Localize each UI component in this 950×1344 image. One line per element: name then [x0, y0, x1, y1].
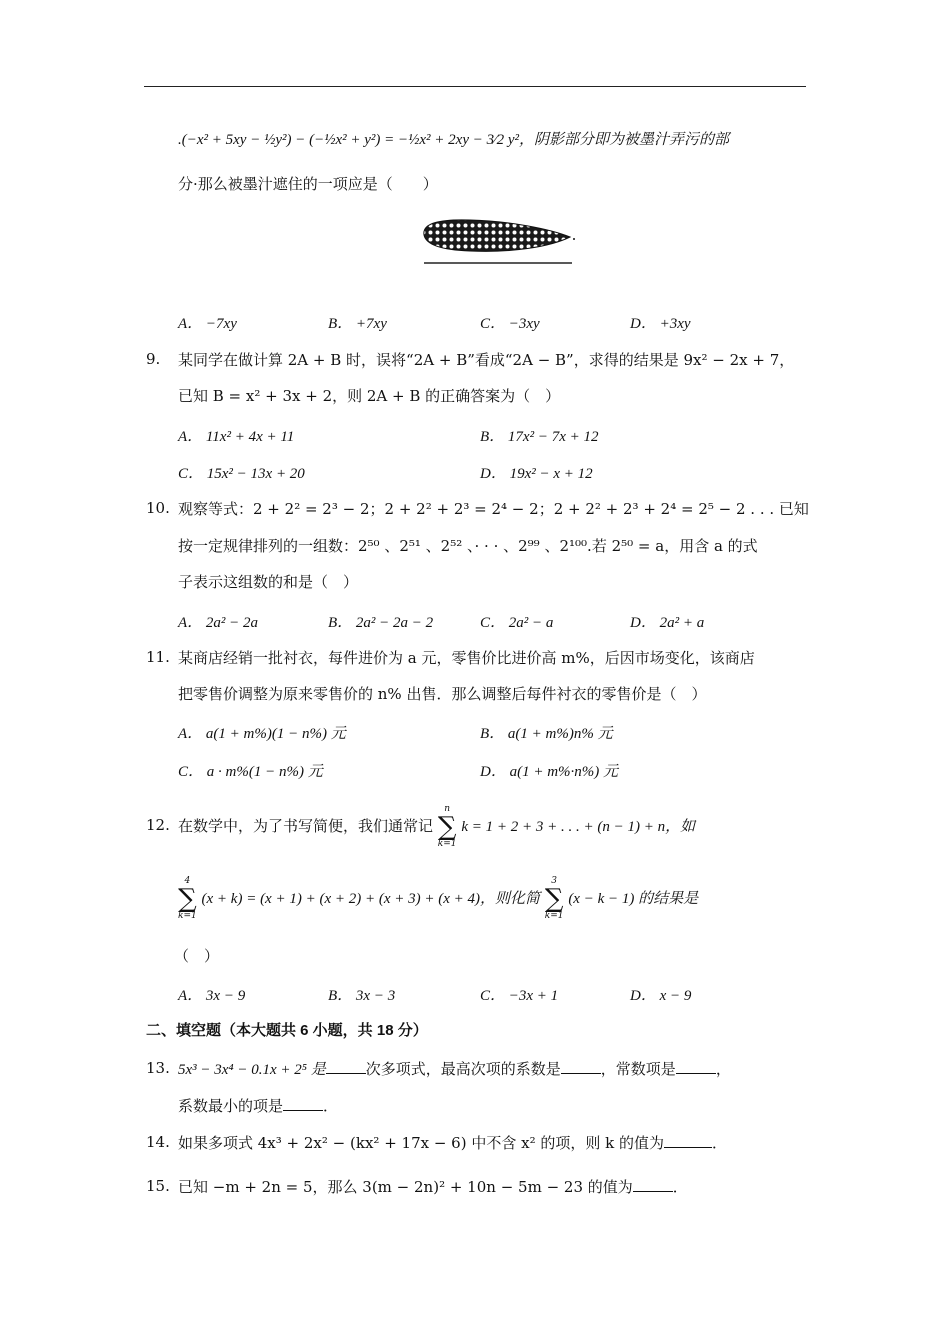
q13-text-3: ，常数项是 [600, 1060, 676, 1078]
q13-number: 13. [146, 1059, 170, 1077]
q10-line2: 按一定规律排列的一组数：2⁵⁰ 、2⁵¹ 、2⁵² 、· · · 、2⁹⁹ 、2¹⁰⁰.若 2⁵⁰ = a，用含 a 的式 [178, 537, 758, 555]
q12-line2-prefix: (x + k) = (x + 1) + (x + 2) + (x + 3) + (x + 4)，则化简 [201, 891, 541, 907]
q11-option-d[interactable]: D． a(1 + m%·n%) 元 [480, 764, 619, 780]
q14-text: 如果多项式 4x³ + 2x² − (kx² + 17x − 6) 中不含 x² 的项，则 k 的值为 [178, 1134, 664, 1152]
q12-line3: （ ） [174, 947, 220, 965]
summation-4 [178, 877, 197, 921]
q10-option-c[interactable]: C． 2a² − a [480, 615, 554, 631]
q12-option-d[interactable]: D． x − 9 [630, 988, 692, 1004]
q12-number: 12. [146, 816, 170, 834]
summation-n-upper: n [444, 804, 451, 814]
q13-blank-coefficient[interactable] [561, 1059, 601, 1074]
summation-n [438, 805, 457, 849]
summation-3 [545, 877, 564, 921]
q9-option-b[interactable]: B． 17x² − 7x + 12 [480, 429, 599, 445]
q8-line1: .(−x² + 5xy − ½y²) − (−½x² + y²) = −½x² + 2xy − 3⁄2 y²，阴影部分即为被墨汁弄污的部 [178, 132, 730, 148]
sigma-symbol: ∑ [437, 812, 457, 842]
q12-line2 [178, 872, 698, 925]
summation-4-lower: k=1 [178, 911, 197, 921]
q12-line2-suffix: (x − k − 1) 的结果是 [568, 891, 699, 907]
q11-line1: 某商店经销一批衬衣，每件进价为 a 元，零售价比进价高 m%，后因市场变化，该商店 [178, 649, 755, 667]
q14-number: 14. [146, 1133, 170, 1151]
q12-line1 [178, 800, 695, 853]
q8-option-c[interactable]: C． −3xy [480, 316, 540, 332]
q15-end: ． [672, 1178, 688, 1196]
q8-option-b[interactable]: B． +7xy [328, 316, 387, 332]
summation-3-lower: k=1 [544, 911, 564, 921]
q12-option-c[interactable]: C． −3x + 1 [480, 988, 559, 1004]
q10-option-d[interactable]: D． 2a² + a [630, 615, 705, 631]
header-rule [144, 86, 806, 87]
q13-line2 [178, 1096, 338, 1116]
q9-option-a[interactable]: A． 11x² + 4x + 11 [178, 429, 295, 445]
q13-line2-text: 系数最小的项是 [178, 1097, 284, 1115]
q11-option-b[interactable]: B． a(1 + m%)n% 元 [480, 726, 613, 742]
q12-option-b[interactable]: B． 3x − 3 [328, 988, 396, 1004]
q11-option-c[interactable]: C． a · m%(1 − n%) 元 [178, 764, 323, 780]
q13-blank-min-term[interactable] [283, 1096, 323, 1111]
section-2-heading: 二、填空题（本大题共 6 小题，共 18 分） [146, 1022, 428, 1039]
q15-number: 15. [146, 1177, 170, 1195]
ink-blot-figure [420, 215, 580, 267]
q10-option-a[interactable]: A． 2a² − 2a [178, 615, 259, 631]
q14-line [178, 1133, 727, 1153]
q14-blank[interactable] [664, 1133, 712, 1148]
q8-line2: 分·那么被墨汁遮住的一项应是（ ） [178, 175, 438, 193]
q15-blank[interactable] [633, 1177, 673, 1192]
q9-option-c[interactable]: C． 15x² − 13x + 20 [178, 466, 305, 482]
q8-option-d[interactable]: D． +3xy [630, 316, 691, 332]
q11-option-a[interactable]: A． a(1 + m%)(1 − n%) 元 [178, 726, 346, 742]
q10-line1: 观察等式：2 + 2² = 2³ − 2；2 + 2² + 2³ = 2⁴ − 2；2 + 2² + 2³ + 2⁴ = 2⁵ − 2 . . . 已知 [178, 500, 809, 518]
q14-end: ． [711, 1134, 727, 1152]
q9-number: 9. [146, 350, 161, 368]
q11-number: 11. [146, 648, 170, 666]
q13-text-4: ， [715, 1060, 731, 1078]
q11-line2: 把零售价调整为原来零售价的 n% 出售．那么调整后每件衬衣的零售价是（ ） [178, 685, 707, 703]
q13-blank-constant[interactable] [676, 1059, 716, 1074]
q12-line1-suffix: k = 1 + 2 + 3 + . . . + (n − 1) + n，如 [461, 819, 696, 835]
q12-line1-prefix: 在数学中，为了书写简便，我们通常记 [178, 817, 434, 835]
summation-4-upper: 4 [184, 876, 191, 886]
q13-line2-end: ． [323, 1097, 339, 1115]
sigma-symbol: ∑ [544, 884, 564, 914]
q15-text: 已知 −m + 2n = 5，那么 3(m − 2n)² + 10n − 5m − 23 的值为 [178, 1178, 633, 1196]
q13-expression: 5x³ − 3x⁴ − 0.1x + 2⁵ 是 [178, 1062, 326, 1078]
q13-line1 [178, 1059, 731, 1080]
q13-blank-degree[interactable] [326, 1059, 366, 1074]
q10-number: 10. [146, 499, 170, 517]
q9-option-d[interactable]: D． 19x² − x + 12 [480, 466, 593, 482]
q15-line [178, 1177, 688, 1197]
q10-option-b[interactable]: B． 2a² − 2a − 2 [328, 615, 434, 631]
q9-line2: 已知 B = x² + 3x + 2，则 2A + B 的正确答案为（ ） [178, 387, 561, 405]
q10-line3: 子表示这组数的和是（ ） [178, 573, 359, 591]
q13-text-2: 次多项式，最高次项的系数是 [365, 1060, 561, 1078]
q9-line1: 某同学在做计算 2A + B 时，误将“2A + B”看成“2A − B”，求得的结果是 9x² − 2x + 7， [178, 351, 795, 369]
summation-n-lower: k=1 [437, 839, 457, 849]
sigma-symbol: ∑ [178, 884, 197, 914]
summation-3-upper: 3 [551, 876, 558, 886]
q8-option-a[interactable]: A． −7xy [178, 316, 237, 332]
q12-option-a[interactable]: A． 3x − 9 [178, 988, 246, 1004]
